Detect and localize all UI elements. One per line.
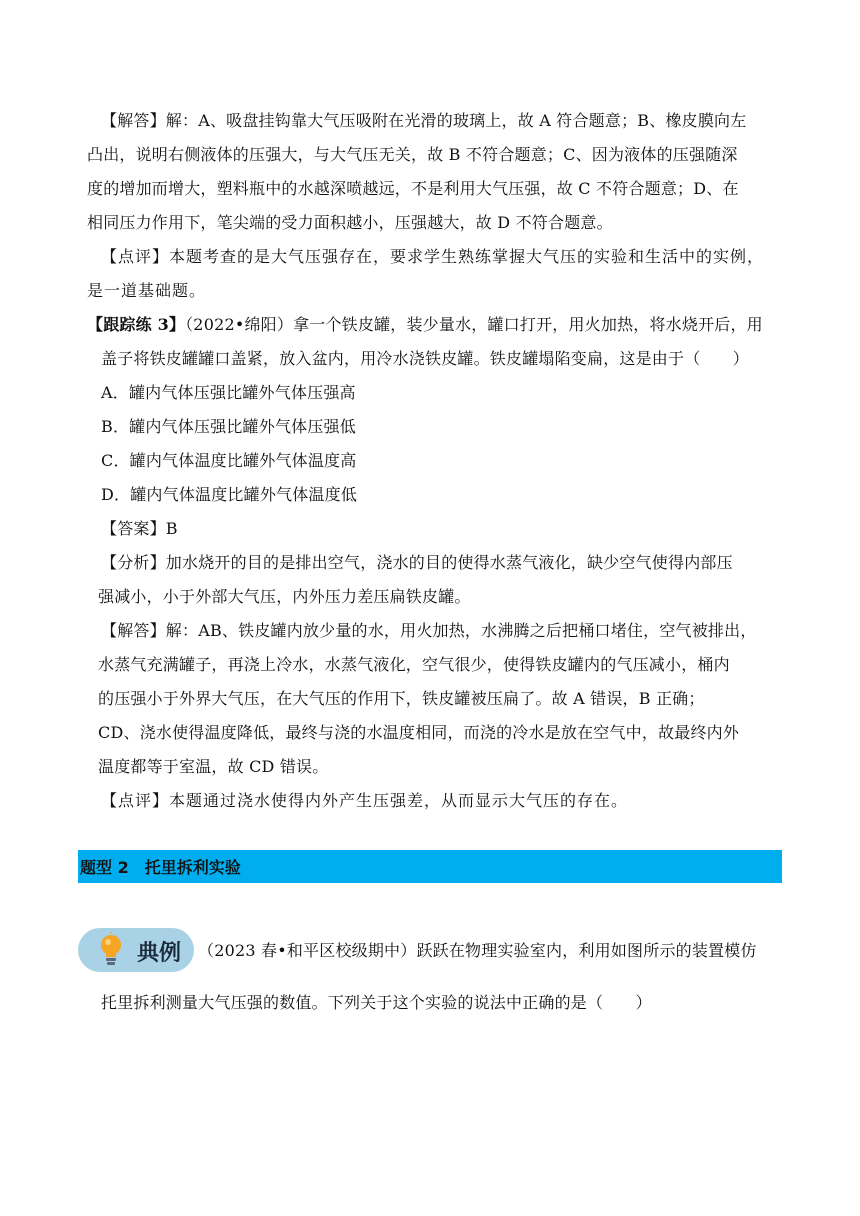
exercise3-answer: 【答案】B	[101, 519, 178, 538]
comment1-line-1: 【点评】本题考查的是大气压强存在，要求学生熟练掌握大气压的实验和生活中的实例，	[101, 247, 765, 266]
exercise3-solution-1: 【解答】解：AB、铁皮罐内放少量的水，用火加热，水沸腾之后把桶口堵住，空气被排出，	[101, 621, 757, 640]
solution1-line-4: 相同压力作用下，笔尖端的受力面积越小，压强越大，故 D 不符合题意。	[87, 213, 613, 232]
example-stem-1: （2023 春•和平区校级期中）跃跃在物理实验室内，利用如图所示的装置模仿	[198, 941, 757, 960]
exercise3-solution-2: 水蒸气充满罐子，再浇上冷水，水蒸气液化，空气很少，使得铁皮罐内的气压减小，桶内	[98, 655, 730, 674]
example-badge-label: 典例	[137, 941, 182, 966]
solution1-line-2: 凸出，说明右侧液体的压强大，与大气压无关，故 B 不符合题意；C、因为液体的压强随深	[87, 145, 738, 164]
exercise3-solution-5: 温度都等于室温，故 CD 错误。	[98, 757, 329, 776]
solution1-line-3: 度的增加而增大，塑料瓶中的水越深喷越远，不是利用大气压强，故 C 不符合题意；D、在	[87, 179, 739, 198]
lightbulb-icon	[96, 932, 126, 968]
exercise3-analysis-2: 强减小，小于外部大气压，内外压力差压扁铁皮罐。	[98, 587, 471, 606]
exercise3-label: 【跟踪练 3】	[87, 315, 186, 334]
solution1-line-1: 【解答】解：A、吸盘挂钩靠大气压吸附在光滑的玻璃上，故 A 符合题意；B、橡皮膜向左	[101, 111, 747, 130]
exercise3-line-1	[87, 314, 763, 336]
exercise3-option-a: A．罐内气体压强比罐外气体压强高	[101, 383, 356, 402]
exercise3-option-c: C．罐内气体温度比罐外气体温度高	[101, 451, 357, 470]
exercise3-stem-2: 盖子将铁皮罐罐口盖紧，放入盆内，用冷水浇铁皮罐。铁皮罐塌陷变扁，这是由于（ ）	[101, 349, 750, 368]
exercise3-option-d: D．罐内气体温度比罐外气体温度低	[101, 485, 358, 504]
section-title: 题型 2 托里拆利实验	[80, 858, 241, 877]
exercise3-option-b: B．罐内气体压强比罐外气体压强低	[101, 417, 356, 436]
exercise3-solution-4: CD、浇水使得温度降低，最终与浇的水温度相同，而浇的冷水是放在空气中，故最终内外	[98, 723, 740, 742]
exercise3-stem-1: （2022•绵阳）拿一个铁皮罐，装少量水，罐口打开，用火加热，将水烧开后，用	[185, 315, 763, 334]
exercise3-comment: 【点评】本题通过浇水使得内外产生压强差，从而显示大气压的存在。	[101, 791, 629, 810]
exercise3-solution-3: 的压强小于外界大气压，在大气压的作用下，铁皮罐被压扁了。故 A 错误，B 正确；	[98, 689, 705, 708]
example-stem-2: 托里拆利测量大气压强的数值。下列关于这个实验的说法中正确的是（ ）	[101, 993, 652, 1012]
exercise3-analysis-1: 【分析】加水烧开的目的是排出空气，浇水的目的使得水蒸气液化，缺少空气使得内部压	[101, 553, 733, 572]
comment1-line-2: 是一道基础题。	[87, 281, 207, 300]
